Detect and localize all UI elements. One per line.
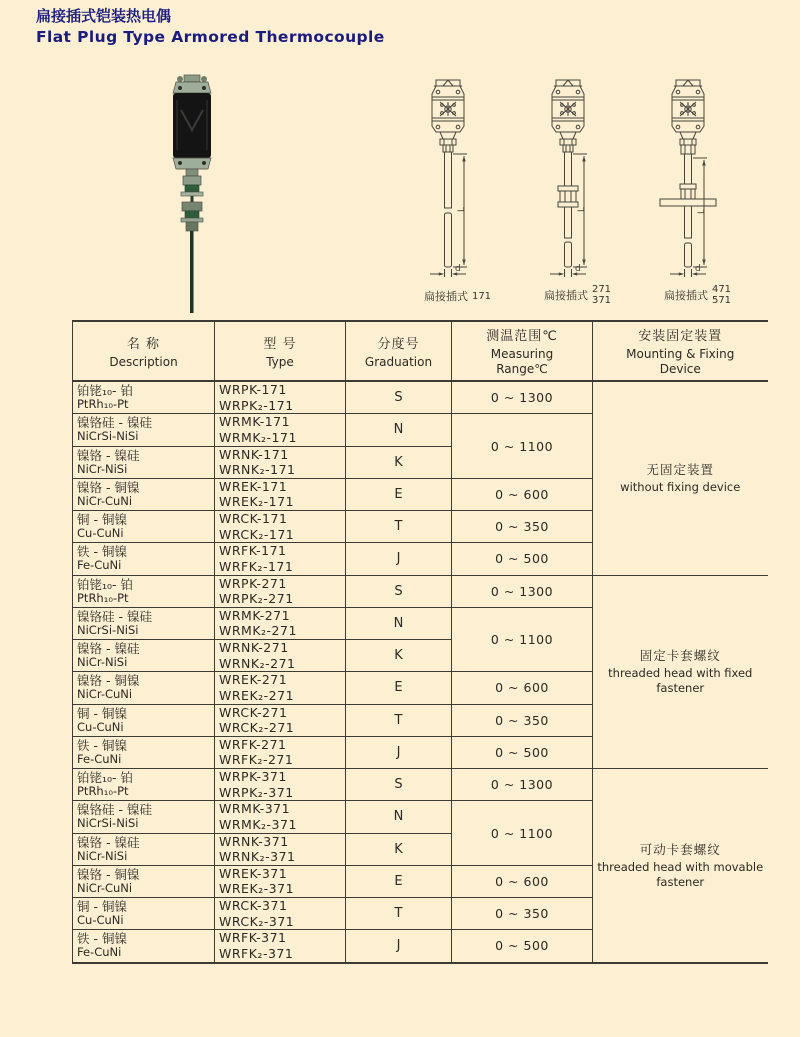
- drawing-model-171: [400, 72, 515, 284]
- group-371: [73, 769, 768, 963]
- page-title-block: [36, 7, 385, 47]
- header-type: 型 号 Type: [215, 321, 346, 381]
- table-row: 镍铬 - 镍硅 NiCr-NiSi WRNK-271 WRNK₂-271 K: [73, 640, 768, 672]
- spec-table-header: [73, 321, 768, 381]
- group-171: [73, 381, 768, 575]
- table-row: 铁 - 铜镍 Fe-CuNi WRFK-271 WRFK₂-271 J 0 ~ 500: [73, 736, 768, 768]
- header-description: 名 称 Description: [73, 321, 215, 381]
- table-row: 铜 - 铜镍 Cu-CuNi WRCK-171 WRCK₂-171 T 0 ~ 350: [73, 511, 768, 543]
- drawing-471-571-models: 471 571: [711, 284, 732, 306]
- thermocouple-photo-image: [164, 70, 220, 315]
- table-row: 铂铑₁₀- 铂 PtRh₁₀-Pt WRPK-171 WRPK₂-171 S 0 ~ 1300 无固定装置 without fixing device: [73, 381, 768, 414]
- device-cell-371: 可动卡套螺纹 threaded head with movable fastener: [593, 769, 768, 963]
- drawing-471-571-caption-text: 扁接插式: [663, 289, 708, 302]
- spec-table: [72, 320, 768, 964]
- table-row: 镍铬 - 镍硅 NiCr-NiSi WRNK-371 WRNK₂-371 K: [73, 833, 768, 865]
- table-row: 镍铬硅 - 镍硅 NiCrSi-NiSi WRMK-271 WRMK₂-271 N 0 ~ 1100: [73, 607, 768, 639]
- dim-d-label-271: d: [575, 264, 581, 274]
- drawing-471-571-caption: [640, 284, 755, 306]
- page-title-chinese: 扁接插式铠装热电偶: [36, 7, 172, 25]
- table-row: 镍铬 - 镍硅 NiCr-NiSi WRNK-171 WRNK₂-171 K: [73, 446, 768, 478]
- device-cell-271: 固定卡套螺纹 threaded head with fixed fastener: [593, 575, 768, 769]
- drawing-model-271-371: [520, 72, 635, 284]
- drawing-171-caption: [400, 288, 515, 304]
- group-271: [73, 575, 768, 769]
- drawing-model-471-571: [640, 72, 755, 284]
- drawing-271-371-caption: [520, 284, 635, 306]
- table-row: 镍铬硅 - 镍硅 NiCrSi-NiSi WRMK-371 WRMK₂-371 N 0 ~ 1100: [73, 801, 768, 833]
- thermocouple-photo: [164, 70, 220, 315]
- table-row: 铂铑₁₀- 铂 PtRh₁₀-Pt WRPK-371 WRPK₂-371 S 0 ~ 1300 可动卡套螺纹 threaded head with movable fastener: [73, 769, 768, 801]
- header-mounting-device: 安装固定装置 Mounting & Fixing Device: [593, 321, 768, 381]
- dim-d-label-171: d: [455, 264, 461, 274]
- drawing-271-371-models: 271 371: [591, 284, 612, 306]
- table-row: 铂铑₁₀- 铂 PtRh₁₀-Pt WRPK-271 WRPK₂-271 S 0 ~ 1300 固定卡套螺纹 threaded head with fixed fastener: [73, 575, 768, 607]
- dim-L-label-471: L: [697, 208, 707, 214]
- table-row: 镍铬 - 铜镍 NiCr-CuNi WREK-271 WREK₂-271 E 0 ~ 600: [73, 672, 768, 704]
- table-row: 铜 - 铜镍 Cu-CuNi WRCK-371 WRCK₂-371 T 0 ~ 350: [73, 898, 768, 930]
- table-row: 铁 - 铜镍 Fe-CuNi WRFK-171 WRFK₂-171 J 0 ~ 500: [73, 543, 768, 575]
- drawing-171-caption-text: 扁接插式: [423, 290, 468, 303]
- dim-L-label-271: L: [577, 206, 587, 212]
- dim-L-label-171: L: [457, 206, 467, 212]
- dim-d-label-471: d: [695, 264, 701, 274]
- drawing-271-371-caption-text: 扁接插式: [543, 289, 588, 302]
- table-row: 镍铬 - 铜镍 NiCr-CuNi WREK-171 WREK₂-171 E 0 ~ 600: [73, 478, 768, 510]
- device-cell-171: 无固定装置 without fixing device: [593, 381, 768, 575]
- drawing-171-image: [400, 72, 515, 284]
- table-row: 镍铬 - 铜镍 NiCr-CuNi WREK-371 WREK₂-371 E 0 ~ 600: [73, 865, 768, 897]
- header-graduation: 分度号 Graduation: [346, 321, 452, 381]
- page-title-english: Flat Plug Type Armored Thermocouple: [36, 28, 385, 46]
- drawing-471-571-image: [640, 72, 755, 284]
- table-row: 铁 - 铜镍 Fe-CuNi WRFK-371 WRFK₂-371 J 0 ~ 500: [73, 930, 768, 963]
- header-measuring-range: 测温范围℃ Measuring Range℃: [452, 321, 593, 381]
- drawing-271-371-image: [520, 72, 635, 284]
- table-row: 铜 - 铜镍 Cu-CuNi WRCK-271 WRCK₂-271 T 0 ~ 350: [73, 704, 768, 736]
- table-row: 镍铬硅 - 镍硅 NiCrSi-NiSi WRMK-171 WRMK₂-171 N 0 ~ 1100: [73, 414, 768, 446]
- drawing-171-models: 171: [471, 290, 492, 302]
